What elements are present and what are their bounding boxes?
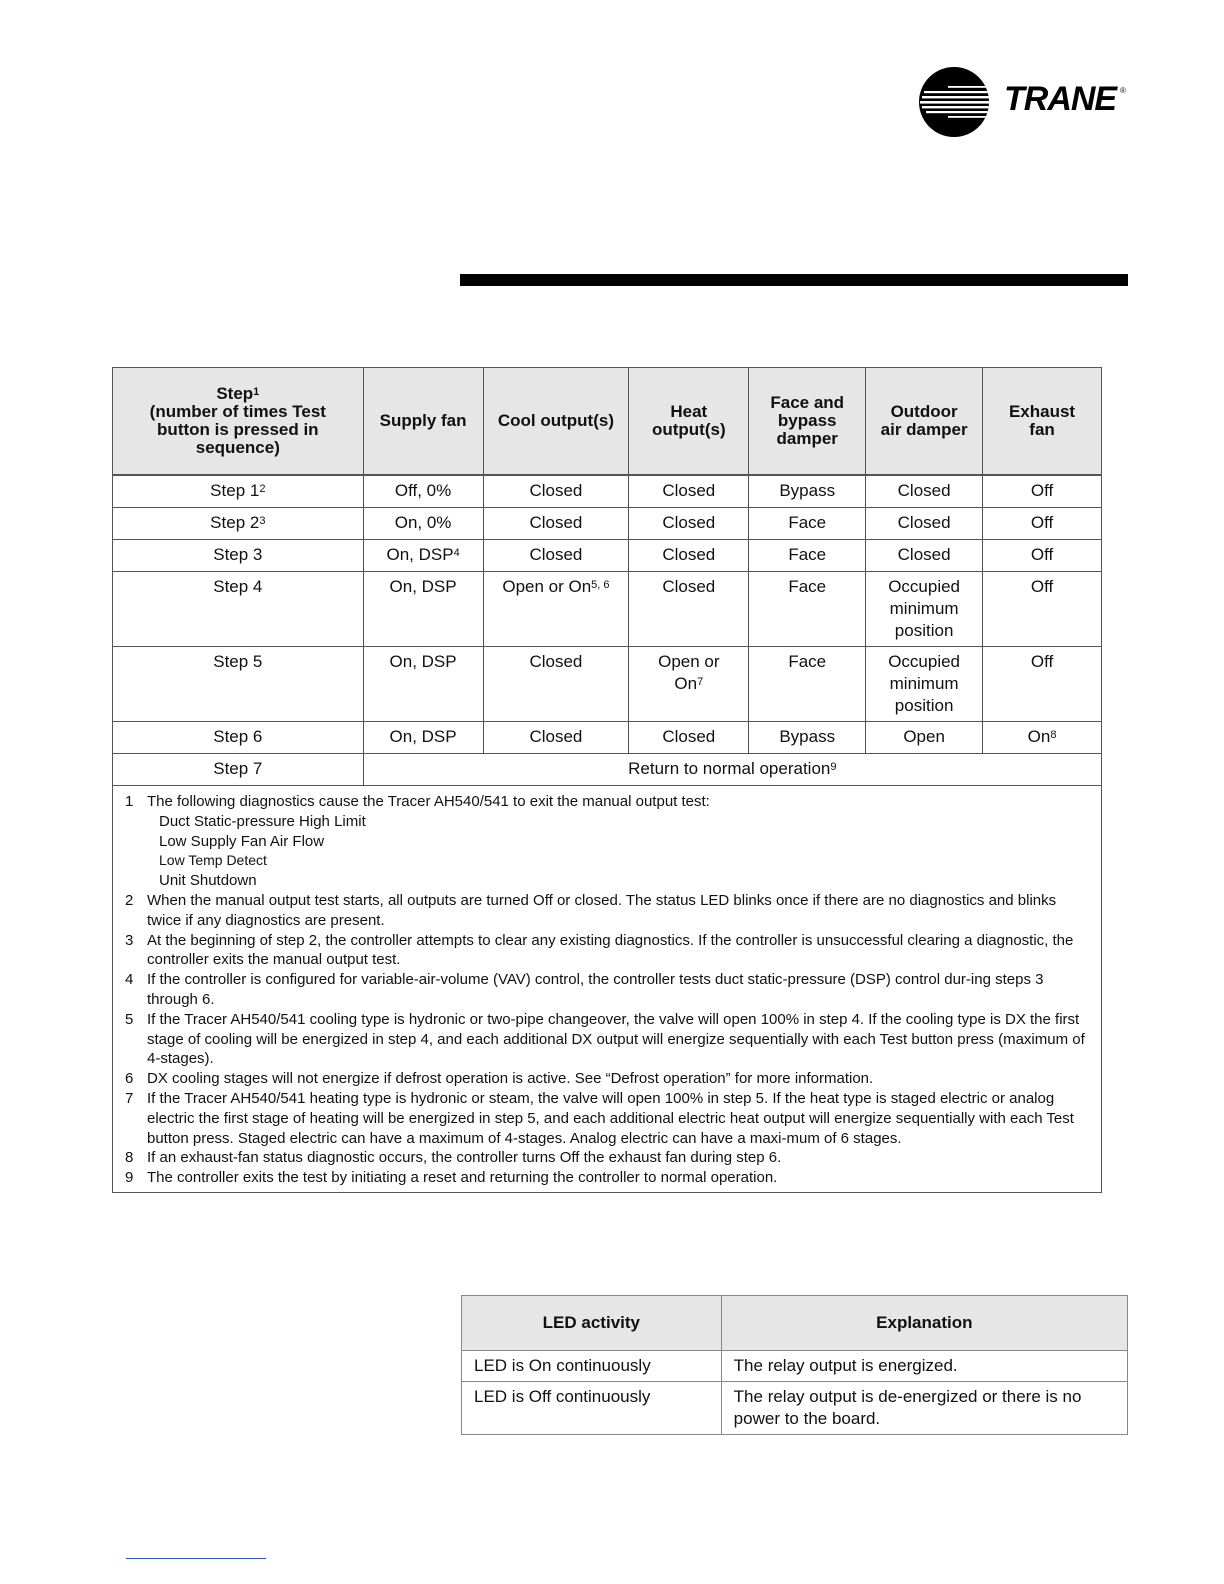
outdoor-cell: Occupied minimum position (866, 572, 983, 647)
header-led-activity: LED activity (462, 1296, 722, 1351)
supply-cell: On, DSP (363, 572, 483, 647)
table-row (113, 476, 1102, 508)
explanation-cell: The relay output is energized. (721, 1351, 1127, 1382)
cool-cell: Closed (483, 722, 629, 754)
face-cell: Face (749, 572, 866, 647)
outdoor-cell: Occupied minimum position (866, 647, 983, 722)
exhaust-cell: Off (983, 647, 1102, 722)
face-cell: Bypass (749, 722, 866, 754)
heat-cell: Closed (629, 722, 749, 754)
footer-link-line (126, 1558, 266, 1559)
led-activity-cell: LED is On continuously (462, 1351, 722, 1382)
step-cell: Step $2^3$ (113, 508, 364, 540)
header-supply-fan: Supply fan (363, 368, 483, 475)
step-cell: Step 4 (113, 572, 364, 647)
footnote-1-item: Low Temp Detect (159, 852, 267, 869)
face-cell: Face (749, 647, 866, 722)
return-normal-cell: Return to normal operation$^9$ (363, 754, 1101, 786)
footnote-1-item: Duct Static-pressure High Limit (159, 812, 366, 830)
exhaust-cell: Off (983, 476, 1102, 508)
header-explanation: Explanation (721, 1296, 1127, 1351)
explanation-cell: The relay output is de-energized or there is no power to the board. (721, 1382, 1127, 1435)
footnote-4: 4 If the controller is configured for variable-air-volume (VAV) control, the controller tests duct static-pressure (DSP) control dur-ing steps 3 through 6. (125, 971, 1044, 1008)
table-row (113, 722, 1102, 754)
face-cell: Bypass (749, 476, 866, 508)
table-row (462, 1382, 1128, 1435)
footnote-3: 3 At the beginning of step 2, the controller attempts to clear any existing diagnostics. If the controller is unsuccessful clearing a diagnostic, the controller exits the manual output test. (125, 931, 1074, 969)
table-row (113, 572, 1102, 647)
cool-cell: Closed (483, 508, 629, 540)
led-activity-cell: LED is Off continuously (462, 1382, 722, 1435)
outdoor-cell: Closed (866, 476, 983, 508)
outdoor-cell: Closed (866, 508, 983, 540)
exhaust-cell: Off (983, 508, 1102, 540)
step-cell: Step $1^2$ (113, 476, 364, 508)
section-rule (460, 274, 1128, 286)
header-exhaust-fan: Exhaust fan (983, 368, 1102, 475)
footnote-1-item: Unit Shutdown (159, 872, 257, 890)
footnote-6: 6 DX cooling stages will not energize if defrost operation is active. See “Defrost operation” for more information. (125, 1070, 874, 1088)
heat-cell: Closed (629, 476, 749, 508)
cool-cell: Closed (483, 647, 629, 722)
cool-cell: Open or On$^{5, 6}$ (483, 572, 629, 647)
trane-globe-icon (918, 66, 990, 138)
heat-cell: Closed (629, 540, 749, 572)
outdoor-cell: Closed (866, 540, 983, 572)
led-table-header-row (462, 1296, 1128, 1351)
cool-cell: Closed (483, 540, 629, 572)
supply-cell: On, DSP (363, 722, 483, 754)
logo-registered-mark: ® (1120, 86, 1126, 95)
supply-cell: On, 0% (363, 508, 483, 540)
table-row (113, 540, 1102, 572)
table-row (462, 1351, 1128, 1382)
cool-cell: Closed (483, 476, 629, 508)
face-cell: Face (749, 508, 866, 540)
step-cell: Step 6 (113, 722, 364, 754)
supply-cell: On, DSP (363, 647, 483, 722)
face-cell: Face (749, 540, 866, 572)
led-activity-table (461, 1295, 1128, 1435)
footnote-5: 5 If the Tracer AH540/541 cooling type is hydronic or two-pipe changeover, the valve will open 100% in step 4. If the cooling type is DX the first stage of cooling will be energized in step 4, and each additional DX output will energize sequentially with each Test button press (maximum of 4-stages). (125, 1010, 1085, 1068)
table-row (113, 508, 1102, 540)
header-cool-output: Cool output(s) (483, 368, 629, 475)
heat-cell: Closed (629, 572, 749, 647)
heat-cell: Open or On$^7$ (629, 647, 749, 722)
header-step: Step$^1$ (number of times Test button is pressed in sequence) (113, 368, 364, 475)
footnote-8: 8 If an exhaust-fan status diagnostic occurs, the controller turns Off the exhaust fan during step 6. (125, 1149, 782, 1167)
footnotes (113, 786, 1102, 1193)
supply-cell: Off, 0% (363, 476, 483, 508)
exhaust-cell: Off (983, 572, 1102, 647)
table-row (113, 754, 1102, 786)
table-header-row (113, 368, 1102, 475)
exhaust-cell: On$^8$ (983, 722, 1102, 754)
step-cell: Step 5 (113, 647, 364, 722)
footnote-1: 1 The following diagnostics cause the Tracer AH540/541 to exit the manual output test: (125, 793, 710, 810)
logo-wordmark: TRANE (1004, 80, 1117, 118)
footnotes-row (113, 786, 1102, 1193)
trane-logo (918, 66, 1138, 138)
footnote-9: 9 The controller exits the test by initiating a reset and returning the controller to normal operation. (125, 1169, 778, 1187)
exhaust-cell: Off (983, 540, 1102, 572)
outdoor-cell: Open (866, 722, 983, 754)
footnote-1-item: Low Supply Fan Air Flow (159, 832, 325, 850)
step-cell: Step 3 (113, 540, 364, 572)
step-cell: Step 7 (113, 754, 364, 786)
header-outdoor-air-damper: Outdoor air damper (866, 368, 983, 475)
supply-cell: On, DSP$^4$ (363, 540, 483, 572)
header-face-bypass-damper: Face and bypass damper (749, 368, 866, 475)
footnote-7: 7 If the Tracer AH540/541 heating type is hydronic or steam, the valve will open 100% in step 5. If the heat type is staged electric or analog electric the first stage of heating will be energized in step 5, and each additional electric heat output will energize sequentially with each Test button press. Staged electric can have a maximum of 4-stages. Analog electric can have a maxi-mum of 6 stages. (125, 1089, 1074, 1147)
header-heat-output: Heat output(s) (629, 368, 749, 475)
footnote-2: 2 When the manual output test starts, all outputs are turned Off or closed. The status LED blinks once if there are no diagnostics and blinks twice if any diagnostics are present. (125, 891, 1057, 929)
table-row (113, 647, 1102, 722)
manual-output-test-table (112, 367, 1102, 1193)
heat-cell: Closed (629, 508, 749, 540)
